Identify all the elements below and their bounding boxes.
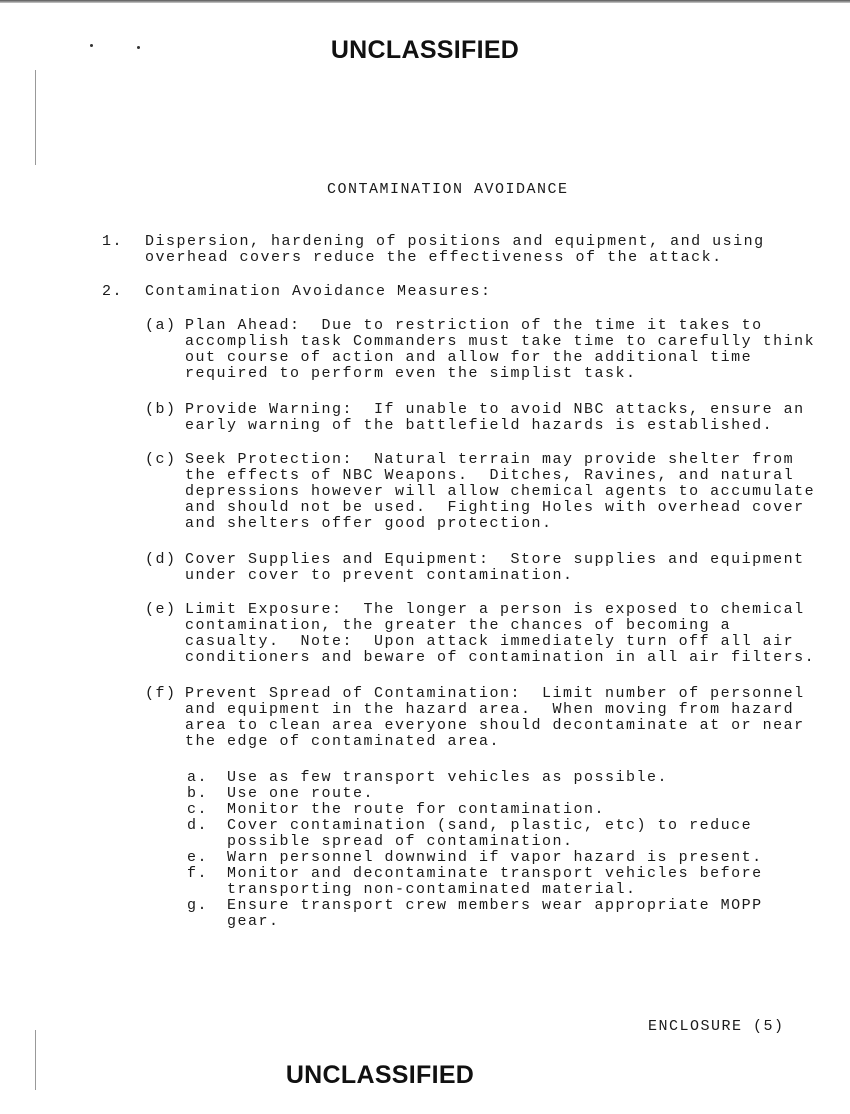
measure-item-line: contamination, the greater the chances of becoming a [185, 617, 732, 634]
measure-item-line: Plan Ahead: Due to restriction of the time it takes to [185, 317, 763, 334]
measure-item-line: Cover Supplies and Equipment: Store supplies and equipment [185, 551, 805, 568]
document-title: CONTAMINATION AVOIDANCE [327, 181, 569, 198]
sub-item-line: Monitor the route for contamination. [227, 801, 606, 818]
sub-item-label: g. [187, 897, 209, 914]
classification-header: UNCLASSIFIED [330, 36, 520, 64]
measure-item-label: (d) [145, 551, 177, 568]
numbered-item-label: 2. [102, 283, 124, 300]
measure-item-line: and should not be used. Fighting Holes with overhead cover [185, 499, 805, 516]
measure-item-line: the effects of NBC Weapons. Ditches, Ravines, and natural [185, 467, 795, 484]
measure-item-line: accomplish task Commanders must take time to carefully think [185, 333, 816, 350]
sub-item-line: possible spread of contamination. [227, 833, 574, 850]
scan-edge [0, 0, 850, 3]
measure-item-label: (e) [145, 601, 177, 618]
sub-item-label: d. [187, 817, 209, 834]
numbered-item-label: 1. [102, 233, 124, 250]
measure-item-line: Limit Exposure: The longer a person is exposed to chemical [185, 601, 805, 618]
measure-item-line: the edge of contaminated area. [185, 733, 501, 750]
measure-item-line: Prevent Spread of Contamination: Limit number of personnel [185, 685, 805, 702]
sub-item-line: Use one route. [227, 785, 375, 802]
measure-item-line: and equipment in the hazard area. When moving from hazard [185, 701, 795, 718]
sub-item-line: Ensure transport crew members wear appropriate MOPP [227, 897, 763, 914]
sub-item-line: transporting non-contaminated material. [227, 881, 637, 898]
measure-item-label: (f) [145, 685, 177, 702]
sub-item-line: Warn personnel downwind if vapor hazard is present. [227, 849, 763, 866]
sub-item-line: Use as few transport vehicles as possible. [227, 769, 669, 786]
sub-item-label: b. [187, 785, 209, 802]
measure-item-line: depressions however will allow chemical agents to accumulate [185, 483, 816, 500]
sub-item-line: Cover contamination (sand, plastic, etc) to reduce [227, 817, 753, 834]
measure-item-line: required to perform even the simplist task. [185, 365, 637, 382]
measure-item-line: out course of action and allow for the additional time [185, 349, 753, 366]
measure-item-line: Provide Warning: If unable to avoid NBC attacks, ensure an [185, 401, 805, 418]
classification-footer: UNCLASSIFIED [285, 1061, 475, 1089]
numbered-item-line: Dispersion, hardening of positions and equipment, and using [145, 233, 765, 250]
sub-item-line: Monitor and decontaminate transport vehicles before [227, 865, 763, 882]
sub-item-label: f. [187, 865, 209, 882]
measure-item-line: and shelters offer good protection. [185, 515, 553, 532]
numbered-item-line: Contamination Avoidance Measures: [145, 283, 492, 300]
measure-item-line: under cover to prevent contamination. [185, 567, 574, 584]
measure-item-line: conditioners and beware of contamination in all air filters. [185, 649, 816, 666]
sub-item-label: a. [187, 769, 209, 786]
measure-item-line: early warning of the battlefield hazards is established. [185, 417, 774, 434]
measure-item-label: (c) [145, 451, 177, 468]
sub-item-label: e. [187, 849, 209, 866]
numbered-item-line: overhead covers reduce the effectiveness of the attack. [145, 249, 723, 266]
measure-item-line: area to clean area everyone should decontaminate at or near [185, 717, 805, 734]
measure-item-label: (b) [145, 401, 177, 418]
measure-item-line: Seek Protection: Natural terrain may provide shelter from [185, 451, 795, 468]
sub-item-line: gear. [227, 913, 280, 930]
scan-margin-line [35, 70, 36, 165]
measure-item-label: (a) [145, 317, 177, 334]
measure-item-line: casualty. Note: Upon attack immediately turn off all air [185, 633, 795, 650]
enclosure-label: ENCLOSURE (5) [648, 1018, 785, 1035]
sub-item-label: c. [187, 801, 209, 818]
